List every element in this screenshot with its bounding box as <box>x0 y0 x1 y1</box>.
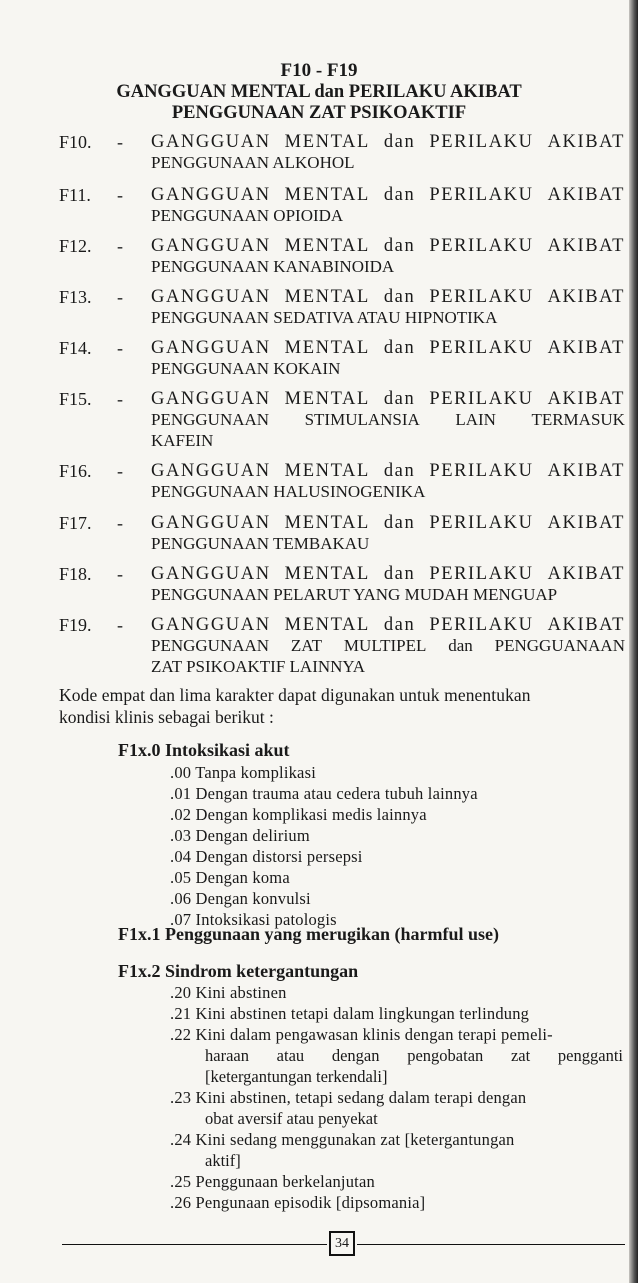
disorder-code: F17. <box>59 513 92 533</box>
word: MENTAL <box>284 338 370 358</box>
word: MENTAL <box>284 564 370 584</box>
word: AKIBAT <box>547 513 625 533</box>
word: MENTAL <box>284 132 370 152</box>
word: GANGGUAN <box>151 461 271 481</box>
word: MENTAL <box>284 461 370 481</box>
word: AKIBAT <box>547 615 625 635</box>
word: MENTAL <box>284 615 370 635</box>
disorder-code: F15. <box>59 389 92 409</box>
disorder-title-line3: ZAT PSIKOAKTIF LAINNYA <box>151 657 366 676</box>
disorder-code: F19. <box>59 615 92 635</box>
word: PERILAKU <box>429 615 534 635</box>
disorder-code: F12. <box>59 236 92 256</box>
word: AKIBAT <box>547 564 625 584</box>
word: zat <box>510 1046 531 1065</box>
disorder-title-line1 <box>151 185 625 206</box>
disorder-title-line2 <box>151 410 625 430</box>
word: PERILAKU <box>429 461 534 481</box>
word: PENGGUNAAN <box>151 410 270 429</box>
disorder-dash: - <box>117 132 123 152</box>
word: LAIN <box>455 410 496 429</box>
disorder-title-line2: PENGGUNAAN KOKAIN <box>151 359 341 378</box>
disorder-title-line1 <box>151 564 625 585</box>
word: MENTAL <box>284 513 370 533</box>
word: dan <box>383 338 416 358</box>
footer-rule-right <box>357 1244 625 1245</box>
disorder-dash: - <box>117 461 123 481</box>
word: PERILAKU <box>429 132 534 152</box>
word: AKIBAT <box>547 461 625 481</box>
word: PERILAKU <box>429 338 534 358</box>
disorder-dash: - <box>117 615 123 635</box>
list-item: .25 Penggunaan berkelanjutan <box>170 1172 375 1191</box>
word: pengganti <box>557 1046 623 1065</box>
list-item: .23 Kini abstinen, tetapi sedang dalam terapi dengan <box>170 1088 527 1107</box>
word: AKIBAT <box>547 132 625 152</box>
page-edge-shadow <box>629 0 638 1283</box>
chapter-code-range: F10 - F19 <box>280 60 358 81</box>
word: GANGGUAN <box>151 132 271 152</box>
list-item: .06 Dengan konvulsi <box>170 889 311 908</box>
word: dan <box>383 389 416 409</box>
word: PERILAKU <box>429 564 534 584</box>
disorder-code: F10. <box>59 132 92 152</box>
disorder-dash: - <box>117 236 123 256</box>
list-item: .02 Dengan komplikasi medis lainnya <box>170 805 427 824</box>
word: GANGGUAN <box>151 564 271 584</box>
word: dan <box>383 615 416 635</box>
disorder-title-line1 <box>151 461 625 482</box>
word: PENGGUNAAN <box>151 636 270 655</box>
list-item-continuation <box>205 1046 623 1066</box>
list-item: .26 Pengunaan episodik [dipsomania] <box>170 1193 426 1212</box>
word: dan <box>383 461 416 481</box>
disorder-title-line1 <box>151 132 625 153</box>
word: haraan <box>205 1046 249 1065</box>
section-title-f1x2: F1x.2 Sindrom ketergantungan <box>118 961 359 981</box>
list-item-continuation: obat aversif atau penyekat <box>205 1109 378 1128</box>
list-item-continuation: aktif] <box>205 1151 241 1170</box>
list-item: .21 Kini abstinen tetapi dalam lingkungan terlindung <box>170 1004 530 1023</box>
chapter-title-line1: GANGGUAN MENTAL dan PERILAKU AKIBAT <box>116 82 522 102</box>
list-item: .00 Tanpa komplikasi <box>170 763 316 782</box>
word: MENTAL <box>284 236 370 256</box>
disorder-code: F11. <box>59 185 91 205</box>
footer-rule-left <box>62 1244 327 1245</box>
disorder-title-line3: KAFEIN <box>151 431 214 450</box>
chapter-title <box>0 82 638 124</box>
word: GANGGUAN <box>151 338 271 358</box>
word: GANGGUAN <box>151 236 271 256</box>
list-item: .01 Dengan trauma atau cedera tubuh lainnya <box>170 784 478 803</box>
word: AKIBAT <box>547 185 625 205</box>
word: dan <box>383 185 416 205</box>
word: GANGGUAN <box>151 185 271 205</box>
word: AKIBAT <box>547 236 625 256</box>
disorder-title-line2: PENGGUNAAN KANABINOIDA <box>151 257 395 276</box>
disorder-title-line2: PENGGUNAAN SEDATIVA ATAU HIPNOTIKA <box>151 308 498 327</box>
section-title-f1x0: F1x.0 Intoksikasi akut <box>118 740 290 760</box>
intro-line2: kondisi klinis sebagai berikut : <box>59 707 274 727</box>
list-item: .22 Kini dalam pengawasan klinis dengan terapi pemeli- <box>170 1025 553 1044</box>
list-item: .20 Kini abstinen <box>170 983 287 1002</box>
disorder-title-line1 <box>151 615 625 636</box>
disorder-title-line2: PENGGUNAAN ALKOHOL <box>151 153 355 172</box>
word: STIMULANSIA <box>304 410 420 429</box>
disorder-dash: - <box>117 338 123 358</box>
list-item: .04 Dengan distorsi persepsi <box>170 847 363 866</box>
list-item: .07 Intoksikasi patologis <box>170 910 337 929</box>
word: MULTIPEL <box>343 636 427 655</box>
word: dan <box>383 564 416 584</box>
disorder-title-line1 <box>151 389 625 410</box>
intro-line1: Kode empat dan lima karakter dapat digunakan untuk menentukan <box>59 685 531 705</box>
word: GANGGUAN <box>151 615 271 635</box>
disorder-code: F14. <box>59 338 92 358</box>
disorder-title-line1 <box>151 338 625 359</box>
list-item: .03 Dengan delirium <box>170 826 310 845</box>
word: PERILAKU <box>429 513 534 533</box>
disorder-code: F18. <box>59 564 92 584</box>
word: MENTAL <box>284 389 370 409</box>
word: AKIBAT <box>547 389 625 409</box>
word: atau <box>276 1046 305 1065</box>
disorder-dash: - <box>117 389 123 409</box>
word: MENTAL <box>284 185 370 205</box>
section-title-f1x1: F1x.1 Penggunaan yang merugikan (harmful use) <box>118 924 500 944</box>
disorder-code: F16. <box>59 461 92 481</box>
word: ZAT <box>290 636 323 655</box>
list-item: .05 Dengan koma <box>170 868 290 887</box>
disorder-dash: - <box>117 513 123 533</box>
disorder-title-line2: PENGGUNAAN HALUSINOGENIKA <box>151 482 426 501</box>
word: PERILAKU <box>429 236 534 256</box>
word: pengobatan <box>407 1046 484 1065</box>
chapter-title-line2: PENGGUNAAN ZAT PSIKOAKTIF <box>171 103 467 123</box>
disorder-title-line2: PENGGUNAAN TEMBAKAU <box>151 534 370 553</box>
word: PERILAKU <box>429 185 534 205</box>
word: dan <box>383 287 416 307</box>
list-item: .24 Kini sedang menggunakan zat [ketergantungan <box>170 1130 515 1149</box>
word: AKIBAT <box>547 287 625 307</box>
disorder-dash: - <box>117 564 123 584</box>
word: TERMASUK <box>531 410 625 429</box>
disorder-title-line2: PENGGUNAAN PELARUT YANG MUDAH MENGUAP <box>151 585 558 604</box>
disorder-title-line2 <box>151 636 625 656</box>
word: dan <box>383 132 416 152</box>
word: AKIBAT <box>547 338 625 358</box>
disorder-title-line1 <box>151 236 625 257</box>
disorder-dash: - <box>117 185 123 205</box>
word: dengan <box>331 1046 380 1065</box>
word: GANGGUAN <box>151 513 271 533</box>
word: PERILAKU <box>429 287 534 307</box>
list-item-continuation: [ketergantungan terkendali] <box>205 1067 388 1086</box>
word: PENGGUANAAN <box>494 636 625 655</box>
word: dan <box>383 236 416 256</box>
disorder-title-line1 <box>151 513 625 534</box>
word: PERILAKU <box>429 389 534 409</box>
word: MENTAL <box>284 287 370 307</box>
disorder-title-line1 <box>151 287 625 308</box>
word: GANGGUAN <box>151 389 271 409</box>
disorder-title-line2: PENGGUNAAN OPIOIDA <box>151 206 344 225</box>
word: dan <box>448 636 473 655</box>
disorder-code: F13. <box>59 287 92 307</box>
word: dan <box>383 513 416 533</box>
word: GANGGUAN <box>151 287 271 307</box>
page-number: 34 <box>329 1231 355 1256</box>
disorder-dash: - <box>117 287 123 307</box>
